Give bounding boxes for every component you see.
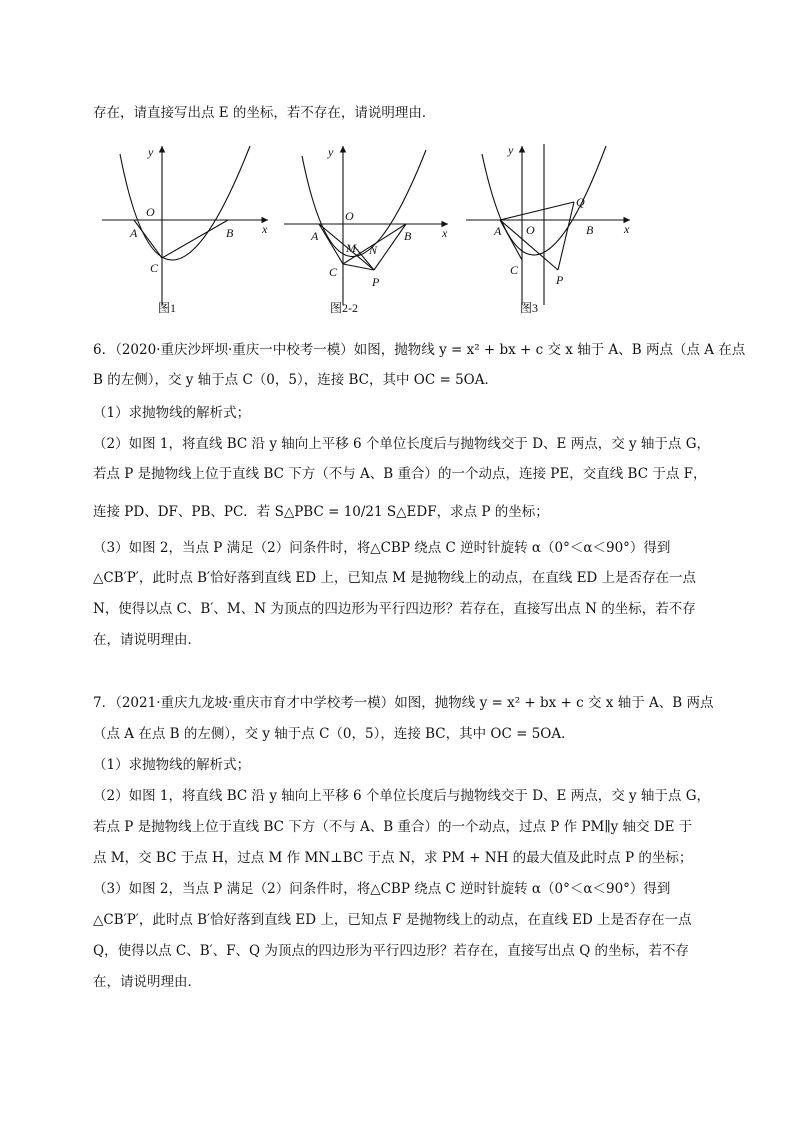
fig1-label-y: y xyxy=(148,145,154,159)
text-line-2: B 的左侧），交 y 轴于点 C（0，5），连接 BC，其中 OC = 5OA． xyxy=(93,372,498,388)
text-line-1: 6．（2020·重庆沙坪坝·重庆一中校考一模）如图，抛物线 y = x² + bx + c 交 x 轴于 A、B 两点（点 A 在点 xyxy=(93,342,746,358)
fig2-label-M: M xyxy=(346,241,356,255)
fig3-label-B: B xyxy=(586,223,594,237)
text-line-16: 点 M，交 BC 于点 H，过点 M 作 MN⊥BC 于点 N，求 PM + NH 的最大值及此时点 P 的坐标； xyxy=(93,850,693,866)
text-line-4: （2）如图 1，将直线 BC 沿 y 轴向上平移 6 个单位长度后与抛物线交于 D、E 两点，交 y 轴于点 G， xyxy=(93,436,710,452)
fig2-label-O: O xyxy=(345,209,354,223)
fig2-label-B: B xyxy=(404,229,412,243)
fig3-label-x: x xyxy=(624,222,630,236)
text-line-14: （2）如图 1，将直线 BC 沿 y 轴向上平移 6 个单位长度后与抛物线交于 D、E 两点，交 y 轴于点 G， xyxy=(93,788,710,804)
text-line-3: （1）求抛物线的解析式； xyxy=(93,405,251,421)
fig3-label-y: y xyxy=(508,143,514,157)
fig1-label-O: O xyxy=(146,205,155,219)
text-line-18: △CB′P′，此时点 B′恰好落到直线 ED 上，已知点 F 是抛物线上的动点，在直线 ED 上是否存在一点 xyxy=(93,912,692,928)
fig1-label-B: B xyxy=(226,226,234,240)
fig2-label-C: C xyxy=(329,265,338,279)
figures-row xyxy=(96,140,656,320)
text-line-13: （1）求抛物线的解析式； xyxy=(93,757,251,773)
fig1-label-C: C xyxy=(150,261,159,275)
figure-2-2 xyxy=(284,146,448,305)
text-line-7: （3）如图 2，当点 P 满足（2）问条件时，将△CBP 绕点 C 逆时针旋转 α（0°＜α＜90°）得到 xyxy=(93,540,671,556)
text-line-0: 存在，请直接写出点 E 的坐标，若不存在，请说明理由． xyxy=(93,105,436,121)
text-line-5: 若点 P 是抛物线上位于直线 BC 下方（不与 A、B 重合）的一个动点，连接 PE，交直线 BC 于点 F， xyxy=(93,466,707,482)
text-line-11: 7．（2021·重庆九龙坡·重庆市育才中学校考一模）如图，抛物线 y = x² + bx + c 交 x 轴于 A、B 两点 xyxy=(93,695,714,711)
text-line-8: △CB′P′，此时点 B′恰好落到直线 ED 上，已知点 M 是抛物线上的动点，在直线 ED 上是否存在一点 xyxy=(93,570,697,586)
fig1-caption: 图1 xyxy=(158,301,177,315)
text-line-12: （点 A 在点 B 的左侧），交 y 轴于点 C（0，5），连接 BC，其中 OC = 5OA． xyxy=(93,726,575,742)
fig3-label-P: P xyxy=(556,273,564,287)
text-line-10: 在，请说明理由． xyxy=(93,632,201,648)
text-line-17: （3）如图 2，当点 P 满足（2）问条件时，将△CBP 绕点 C 逆时针旋转 α（0°＜α＜90°）得到 xyxy=(93,881,671,897)
figure-1 xyxy=(102,146,268,305)
fig3-caption: 图3 xyxy=(520,301,539,315)
text-line-9: N，使得以点 C、B′、M、N 为顶点的四边形为平行四边形？若存在，直接写出点 N 的坐标，若不存 xyxy=(93,601,696,617)
fig2-label-P: P xyxy=(372,275,380,289)
fig2-caption: 图2-2 xyxy=(330,301,358,315)
fig3-label-O: O xyxy=(526,223,535,237)
fig3-label-Q: Q xyxy=(576,195,585,209)
text-line-6: 连接 PD、DF、PB、PC．若 S△PBC = 10/21 S△EDF，求点 P 的坐标； xyxy=(93,504,549,520)
fig2-label-A: A xyxy=(311,229,319,243)
fig2-label-y: y xyxy=(328,145,334,159)
fig1-label-x: x xyxy=(262,222,268,236)
text-line-20: 在，请说明理由． xyxy=(93,974,201,990)
fig2-label-x: x xyxy=(442,226,448,240)
text-line-19: Q，使得以点 C、B′、F、Q 为顶点的四边形为平行四边形？若存在，直接写出点 Q 的坐标，若不存 xyxy=(93,943,690,959)
fig1-label-A: A xyxy=(130,226,138,240)
fig3-label-A: A xyxy=(494,224,502,238)
figure-3 xyxy=(466,144,630,305)
text-line-15: 若点 P 是抛物线上位于直线 BC 下方（不与 A、B 重合）的一个动点，过点 P 作 PM∥y 轴交 DE 于 xyxy=(93,819,693,835)
fig2-label-N: N xyxy=(369,243,378,257)
fig3-label-C: C xyxy=(510,263,519,277)
